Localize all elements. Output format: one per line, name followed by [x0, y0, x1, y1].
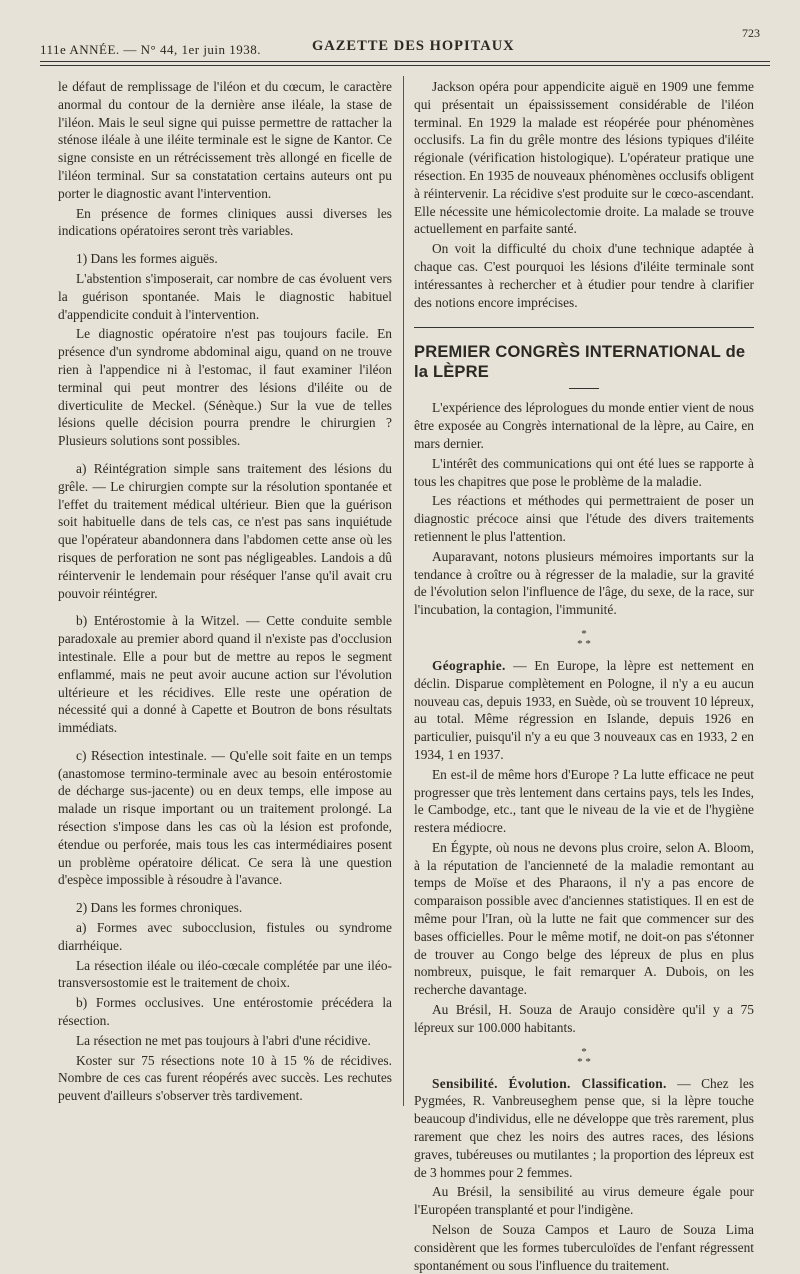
paragraph: a) Formes avec subocclusion, fistules ou syndrome diarrhéique. [58, 920, 392, 953]
paragraph: b) Formes occlusives. Une entérostomie précédera la résection. [58, 995, 392, 1029]
header-rule [40, 61, 770, 62]
run-in-heading: Sensibilité. Évolution. Classification. [432, 1075, 667, 1091]
paragraph-geographie [414, 657, 754, 764]
paragraph: Le diagnostic opératoire n'est pas toujours facile. En présence d'un syndrome abdominal aigu, quand on ne trouve rien à l'appendice ni à l'estomac, il faut examiner l'iléon terminal qui peut montrer des lésions d'iléite ou de diverticulite de Meckel. (Sénèque.) Sur la vue de telles lésions quelle décision pourra prendre le chirurgien ? Plusieurs solutions sont possibles. [58, 326, 392, 449]
section-title: PREMIER CONGRÈS INTERNATIONAL de la LÈPRE [414, 343, 746, 382]
paragraph: On voit la difficulté du choix d'une technique adaptée à chaque cas. C'est pourquoi les lésions d'iléite terminale sont intéressantes à rechercher et à étudier pour tendre à clarifier des notions encore imprécises. [414, 241, 754, 310]
title-rule [569, 388, 599, 389]
asterism: * * * [577, 627, 591, 650]
asterism: * * * [577, 1045, 591, 1068]
column-divider [403, 76, 404, 1106]
paragraph: Koster sur 75 résections note 10 à 15 % de récidives. Nombre de ces cas furent réopérés avec succès. Les rechutes peuvent d'ailleurs s'observer très tardivement. [58, 1052, 392, 1104]
paragraph: a) Réintégration simple sans traitement des lésions du grêle. — Le chirurgien compte sur la résolution spontanée et l'effet du traitement médical ultérieur. Bien que la guérison soit habituelle dans de tels cas, ce n'est pas sans inquiétude que l'opérateur abandonnera dans l'abdomen cette anse où les risques de perforation ne sont pas négligeables. Landois a dû réintervenir le lendemain pour réséquer l'anse qu'il avait cru pouvoir réintégrer. [58, 460, 392, 601]
run-in-heading: Géographie. [432, 657, 506, 673]
paragraph: Au Brésil, la sensibilité au virus demeure égale pour l'Européen transplanté et pour l'indigène. [414, 1184, 754, 1218]
header-rule-thick [40, 65, 770, 66]
paragraph: La résection ne met pas toujours à l'abri d'une récidive. [76, 1032, 371, 1048]
paragraph: En est-il de même hors d'Europe ? La lutte efficace ne peut progresser que très lentement dans certains pays, tels les Indes, le Cambodge, etc., tant que le niveau de la vie et de l'hygiène restera médiocre. [414, 766, 754, 836]
paragraph-sensibilite [414, 1075, 754, 1182]
paragraph: b) Entérostomie à la Witzel. — Cette conduite semble paradoxale au premier abord quand il n'existe pas d'occlusion intestinale. Elle a pour but de mettre au repos le segment enflammé, mais ne peut avoir aucune action sur l'évolution ultérieure et les récidives. Elle reste une opération de nécessité qui a donné à Capette et Boutron de bons résultats immédiats. [58, 613, 392, 736]
page-number: 723 [742, 26, 760, 40]
paragraph: Les réactions et méthodes qui permettraient de poser un diagnostic précoce ainsi que l'étude des divers traitements retiennent le plus l'attention. [414, 493, 754, 544]
paragraph: L'expérience des léprologues du monde entier vient de nous être exposée au Congrès international de la lèpre, au Caire, en mars dernier. [414, 400, 754, 451]
paragraph: Nelson de Souza Campos et Lauro de Souza Lima considèrent que les formes tuberculoïdes de l'enfant régressent spontanément ou sous l'influence du traitement. [414, 1222, 754, 1273]
paragraph: En Égypte, où nous ne devons plus croire, selon A. Bloom, à la réputation de l'ancienneté de la maladie remontant au temps de Moïse et des Pharaons, il n'y a pas encore de comparaison possible avec d'anciennes statistiques. Il en est de même pour l'Iran, où la lutte ne fait que commencer sur des bases officielles. Pour le même motif, ne doit-on pas s'étonner de trouver au Congo belge des lépreux de plus en plus nombreux, puisque, le fait remarquer A. Dubois, on les recherche davantage. [414, 839, 754, 998]
paragraph: Au Brésil, H. Souza de Araujo considère qu'il y a 75 lépreux sur 100.000 habitants. [414, 1002, 754, 1035]
issue-info: 111e ANNÉE. — N° 44, 1er juin 1938. [40, 42, 262, 57]
section-separator [414, 327, 754, 328]
right-column [414, 78, 755, 1273]
paragraph: L'intérêt des communications qui ont été lues se rapporte à tous les chapitres que pose le problème de la maladie. [414, 455, 754, 489]
paragraph: Jackson opéra pour appendicite aiguë en 1909 une femme qui présentait un épaississement considérable de l'iléon terminal. En 1929 la malade est réopérée pour phénomènes occlusifs. La fin du grêle montre des lésions typiques d'iléite régionale (vérification histologique). L'opérateur pratique une résection. En 1935 de nouveaux phénomènes occlusifs obligent à réintervenir. La récidive s'est produite sur le cœco-ascendant. Elle nécessite une hémicolectomie droite. La malade se trouve actuellement en parfaite santé. [414, 79, 754, 237]
paragraph: En présence de formes cliniques aussi diverses les indications opératoires seront très variables. [58, 205, 392, 239]
paragraph-text: — Chez les Pygmées, R. Vanbreuseghem pense que, si la lèpre touche beaucoup d'individus, elle ne développe que très rarement, plus rarement que chez les noirs des autres races, des lésions graves, tubéreuses ou mutilantes ; la proportion des lépreux est de 3 hommes pour 2 femmes. [414, 1075, 755, 1180]
page-header [30, 24, 770, 70]
left-column [58, 78, 392, 1138]
paragraph-text: — En Europe, la lèpre est nettement en déclin. Disparue complètement en Pologne, il n'y a eu aucun nouveau cas, depuis 1933, en Suède, où se trouvent 10 lépreux, au total. Même régression en Islande, depuis 1926 en particulier, puisqu'il n'y a eu que 3 nouveaux cas en 1933, 2 en 1934, 1 en 1937. [414, 657, 754, 762]
paragraph: L'abstention s'imposerait, car nombre de cas évoluent vers la guérison spontanée. Mais le diagnostic habituel d'appendicite conduit à l'intervention. [58, 270, 392, 322]
journal-title: GAZETTE DES HOPITAUX [312, 38, 515, 54]
paragraph: La résection iléale ou iléo-cœcale complétée par une iléo-transversostomie est le traitement de choix. [58, 957, 392, 991]
paragraph: c) Résection intestinale. — Qu'elle soit faite en un temps (anastomose termino-terminale avec au besoin entérostomie de décharge sus-jacente) ou en deux temps, elle impose au malade un risque important ou un traitement prolongé. La résection s'impose dans les cas où la lésion est profonde, étendue ou perforée, mais tous les cas intermédiaires posent un problème opératoire délicat. Ce sera là une question d'espèce impossible à résoudre à l'avance. [58, 747, 392, 888]
paragraph: Auparavant, notons plusieurs mémoires importants sur la tendance à croître ou à régresser de la maladie, sur la gravité de l'évolution selon l'influence de l'âge, du sexe, de la race, sur l'incubation, la contagion, l'immunité. [414, 548, 754, 618]
subheading: 1) Dans les formes aiguës. [76, 251, 218, 267]
subheading: 2) Dans les formes chroniques. [76, 900, 243, 916]
paragraph: le défaut de remplissage de l'iléon et du cœcum, le caractère anormal du contour de la dernière anse iléale, la stase de l'iléon. Mais le seul signe qui puisse permettre de rattacher la sténose iléale à une iléite terminale est le signe de Kantor. Ce signe consiste en un rétrécissement très allongé en ficelle de l'iléon terminal. Sur sa constatation certains auteurs ont pu porter le diagnostic avant l'intervention. [58, 79, 392, 201]
